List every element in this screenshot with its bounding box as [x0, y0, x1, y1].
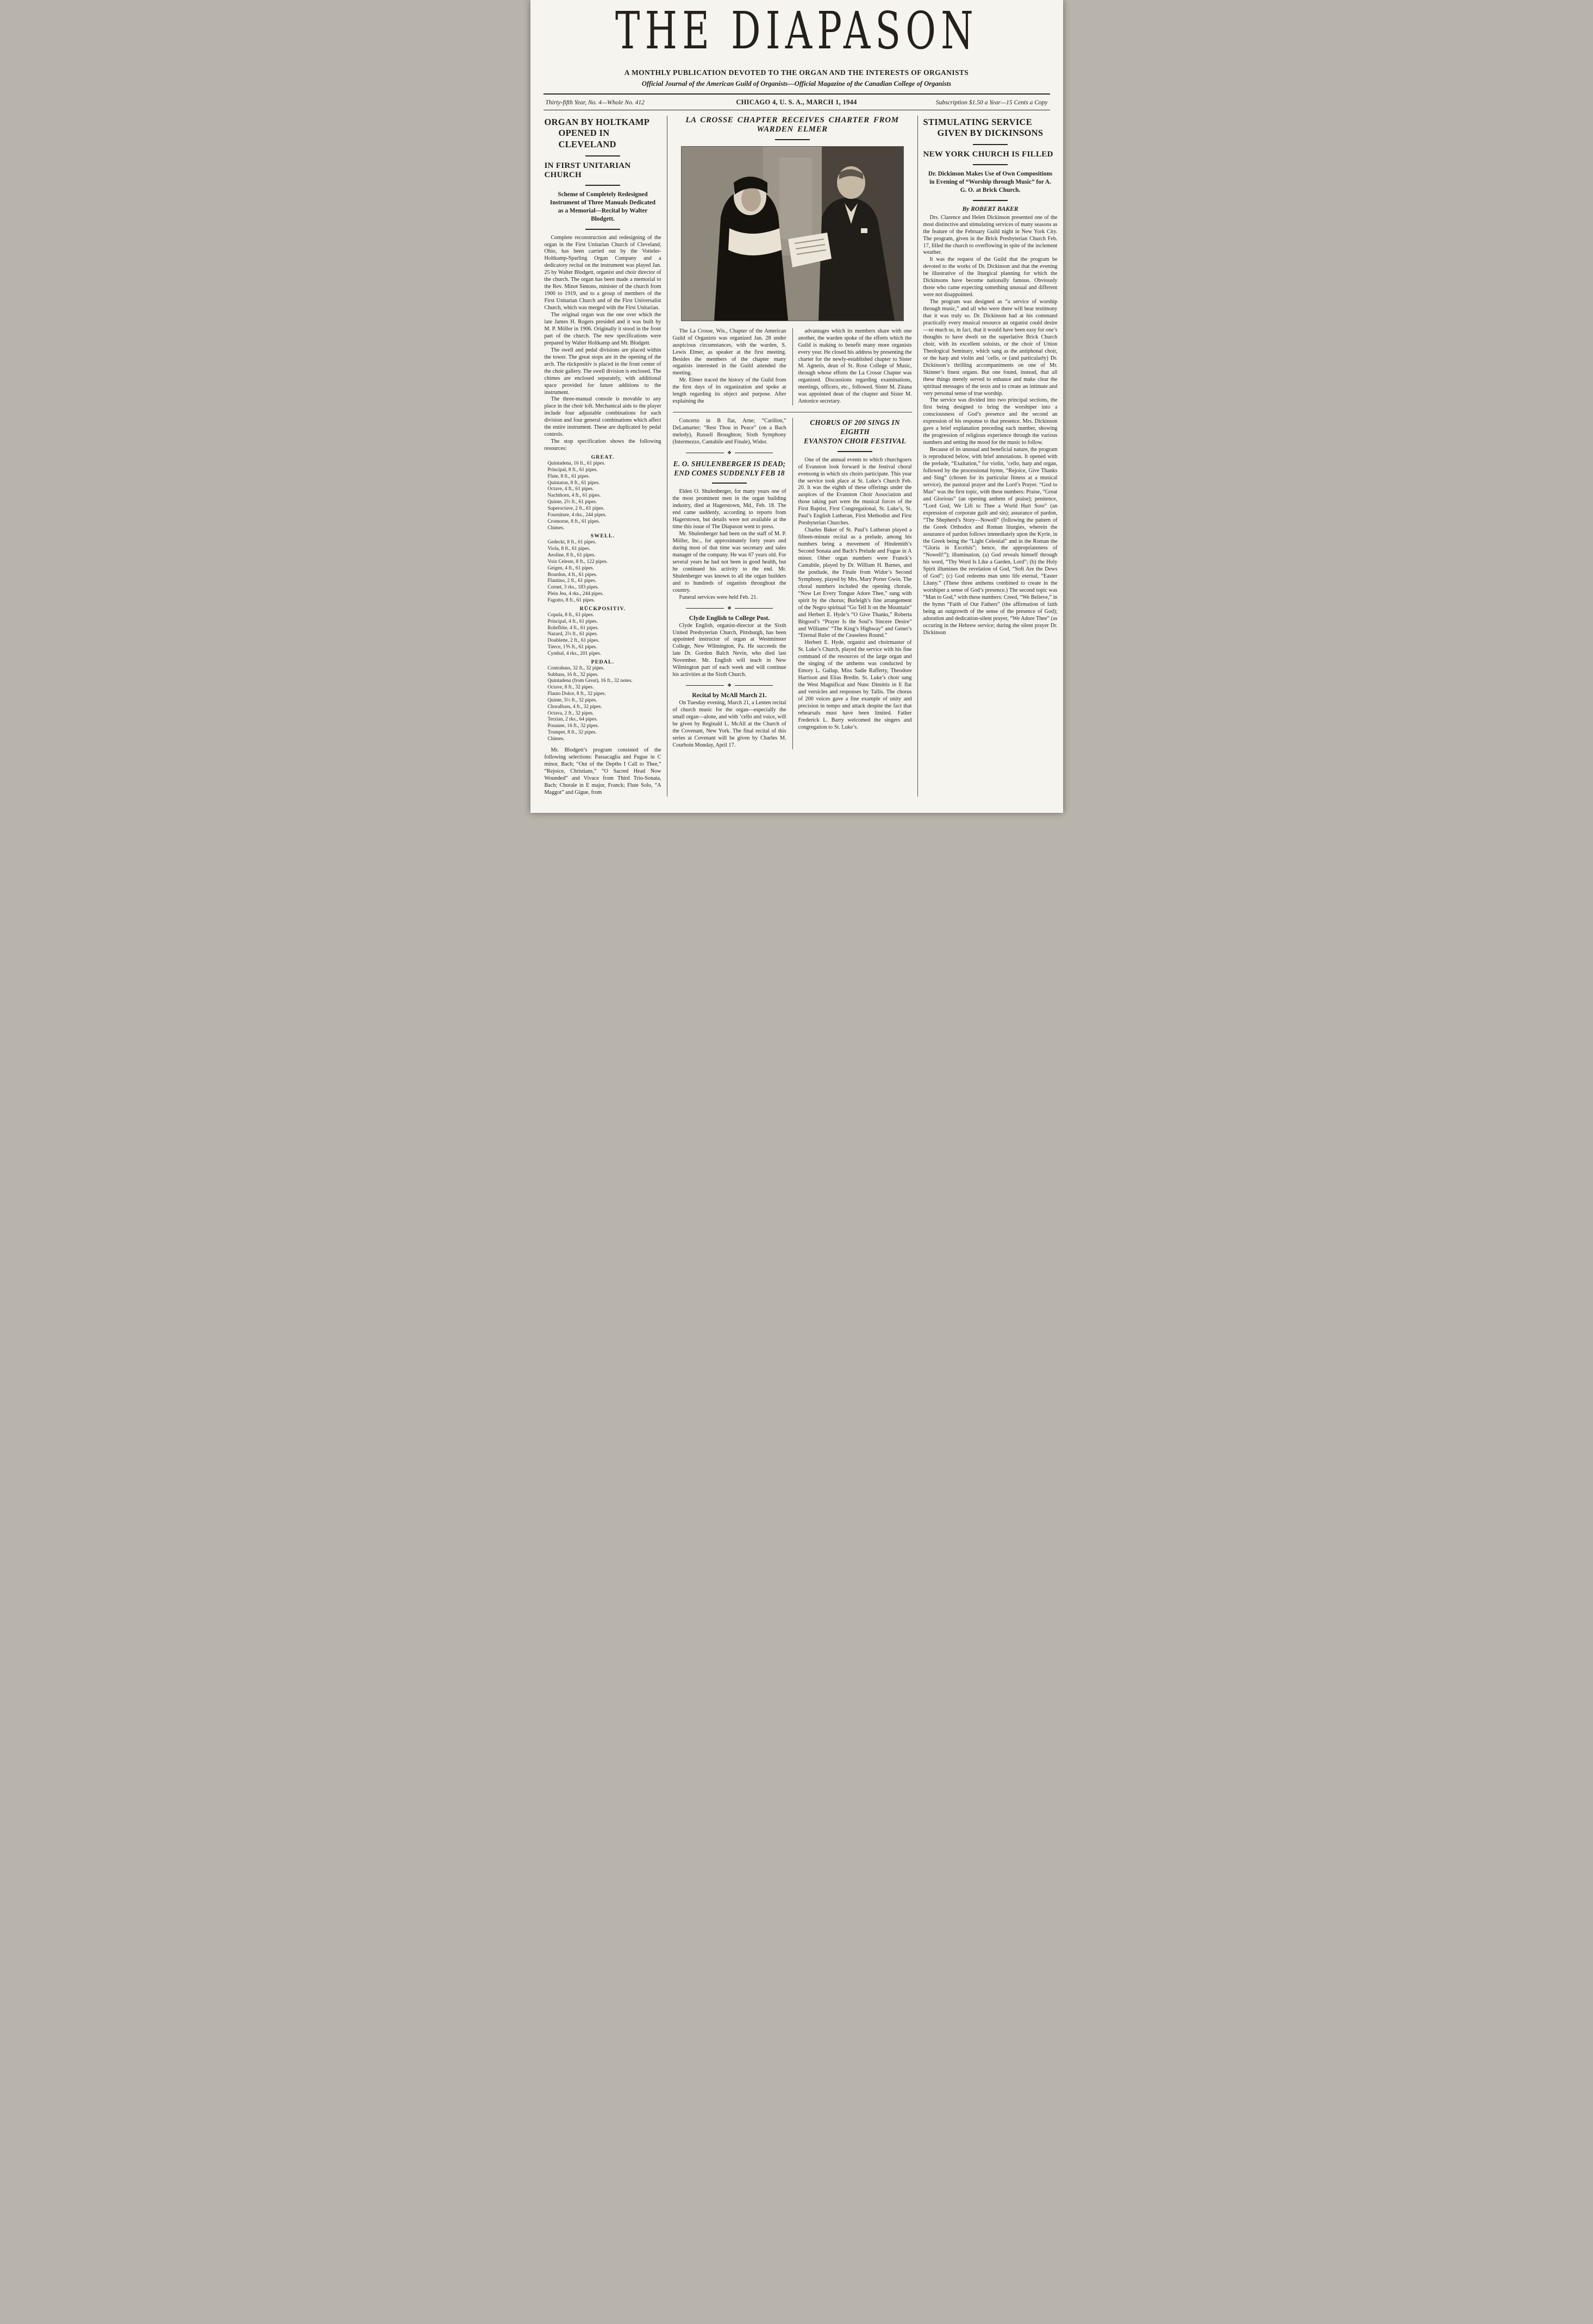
paragraph: The stop specification shows the following resources: [544, 439, 661, 452]
stop-item: Nachthorn, 4 ft., 61 pipes. [547, 493, 601, 499]
newspaper-page [530, 0, 1063, 813]
headline-divider [585, 155, 620, 156]
stop-item: Chimes. [547, 525, 565, 531]
byline: By ROBERT BAKER [962, 205, 1019, 212]
article-holtkamp-organ [544, 116, 667, 797]
paragraph: Mr. Elmer traced the history of the Guild from the first days of its organization and spoke at length regarding its object and purpose. After explaining the [672, 377, 786, 405]
article-deck: Scheme of Completely Redesigned Instrument of Three Manuals Dedicated as a Memorial—Recital by Walter Blodgett. [549, 191, 656, 223]
paragraph: Elden O. Shulenberger, for many years one of the most prominent men in the organ building industry, died at Hagerstown, Md., Feb. 18. The end came suddenly, according to reports from Hagerstown, but details were not available at the time this issue of The Diapason went to press. [672, 488, 786, 530]
diamond-ornament-icon: ❖ [727, 449, 732, 455]
stop-item: Quinte, 2⅔ ft., 61 pipes. [547, 499, 597, 505]
stop-item: Quintadena, 16 ft., 61 pipes. [547, 461, 605, 467]
article-subhead: IN FIRST UNITARIAN CHURCH [544, 161, 631, 179]
article-closing-paragraphs [545, 747, 661, 797]
paragraph: Mr. Shulenberger had been on the staff of M. P. Möller, Inc., for approximately forty years and during most of that time was secretary and sales manager of the company. He was 67 years old. For several years he had not been in good health, but he continued his activity to the end. Mr. Shulenberger was known to all the organ builders and to hundreds of organists throughout the country. [672, 531, 786, 593]
la-crosse-col-a [673, 328, 786, 405]
paragraph: Because of its unusual and beneficial nature, the program is reproduced below, with brief annotations. It opened with the prelude, “Exaltation,” for violin, ’cello, harp and organ, followed by the processional hymn, “Rejoice, Give Thanks and Sing” (chosen for its particular fitness at a musical service), the pastoral prayer and the Lord’s Prayer. “God to Man” was the first topic, with these numbers: Praise, “Great and Glorious” (an opening anthem of praise); penitence, “Lord God, We Lift to Thee a World Hurt Sore” (an expression of corporate guilt and sin); assurance of pardon, “The Shepherd’s Story—Nowell” (following the pattern of the Greek Orthodox and Roman liturgies, wherein the assurance of pardon follows immediately upon the Kyrie, in the Greek being the “Light Celestial” and in the Roman the “Gloria in Excelsis”; hence, the appropriateness of “Nowell!”); illumination, (a) God reveals himself through his word, “Thy Word Is Like a Garden, Lord”; (b) the Holy Spirit illumines the revelation of God, “Soft Are the Dews of God”; (c) God redeems man unto life eternal, “Easter Litany.” (These three anthems combined to create in the worshiper a sense of God’s presence.) The second topic was “Man to God,” with these numbers: Creed, “We Believe,” in the hymn “Faith of Our Fathers” (the affirmation of faith being an outgrowth of the sense of the presence of God); adoration and dedication-silent prayer, “We Adore Thee” (as occuring in the Hebrew service; during the silent prayer Dr. Dickinson [923, 447, 1058, 636]
headline-line1: STIMULATING SERVICE [923, 116, 1033, 127]
paragraph: Charles Baker of St. Paul’s Lutheran played a fifteen-minute recital as a prelude, among his numbers being a movement of Hindemith’s Second Sonata and Bach’s Prelude and Fugue in A minor. Other organ numbers were Franck’s Cantabile, played by Dr. William H. Barnes, and the postlude, the Finale from Widor’s Second Symphony, played by Mrs. Mary Porter Gwin. The choral numbers included the opening chorale, “Now Let Every Tongue Adore Thee,” sung with spirit by the chorus; Burleigh’s fine arrangement of the Negro spiritual “Go Tell It on the Mountain” and Herbert E. Hyde’s “O Give Thanks,” Roberta Bitgood’s “Prayer Is the Soul’s Sincere Desire” and Williams’ “The King’s Highway” and Genet’s “Eternal Ruler of the Ceaseless Round.” [798, 527, 912, 639]
stop-item: Principal, 4 ft., 61 pipes. [547, 618, 598, 624]
stop-item: Octave, 4 ft., 61 pipes. [547, 486, 594, 492]
stop-item: Chimes. [547, 736, 565, 742]
article-headline [545, 117, 661, 151]
shulenberger-paragraphs [673, 488, 786, 601]
ornament-line [686, 685, 724, 686]
photo-la-crosse-charter-presentation [682, 147, 903, 321]
headline-divider [775, 139, 810, 140]
headline-line1: CHORUS OF 200 SINGS IN EIGHTH [810, 418, 900, 436]
stop-item: Quintaton, 8 ft., 61 pipes. [547, 480, 600, 486]
dateline [544, 95, 1050, 110]
paragraph: The service was divided into two principal sections, the first being designed to bring the worshiper into a consciousness of God’s presence and the second an expression of his response to that presence. Mrs. Dickinson gave a brief explanation preceding each number, showing the progression of religious experience through the various numbers and setting the mood for the music to follow. [923, 397, 1058, 446]
paragraph: advantages which its members share with one another, the warden spoke of the efforts which the Guild is making to benefit many more organists every year. He closed his address by presenting the charter for the newly-established chapter to Sister M. Agnetis, dean of St. Rose College of Music, through whose efforts the La Crosse Chapter was organized. Discussions regarding examinations, meetings, officers, etc., followed. Sister M. Zitana was appointed dean of the chapter and Sister M. Antonice secretary. [798, 328, 912, 405]
paragraph: The La Crosse, Wis., Chapter of the American Guild of Organists was organized Jan. 28 under auspicious circumstances, with the warden, S. Lewis Elmer, as speaker at the first meeting. Besides the members of the chapter many organists interested in the Guild attended the meeting. [672, 328, 786, 377]
stoplist-pedal [545, 666, 661, 743]
english-paragraphs [673, 623, 786, 679]
stop-item: Cromorne, 8 ft., 61 pipes. [547, 518, 600, 524]
stop-item: Quintadena (from Great), 16 ft., 32 notes. [547, 678, 633, 684]
paragraph: Herbert E. Hyde, organist and choirmaster of St. Luke’s Church, played the service with his fine command of the resources of the large organ and the singing of the anthems was conducted by Emory L. Gallup, Miss Sadie Rafferty, Theodore Harrison and Elias Bredin. St. Luke’s choir sang the West Magnificat and Nunc Dimittis in E flat and versicles and responses by Tallis. The chorus of 200 voices gave a fine example of unity and precision in tempo and attack despite the fact that rehearsals must have been limited. Father Frederick L. Barry welcomed the singers and congregation to St. Luke’s. [798, 640, 912, 730]
headline-divider [712, 483, 747, 484]
english-article-heading: Clyde English to College Post. [689, 614, 770, 622]
stop-item: Posaune, 16 ft., 32 pipes. [547, 723, 599, 729]
stop-item: Quinte, 5⅓ ft., 32 pipes. [547, 697, 597, 703]
program-continuation [673, 418, 786, 446]
headline-line1: ORGAN BY HOLTKAMP [544, 116, 650, 127]
stop-item: Trumpet, 8 ft., 32 pipes. [547, 730, 597, 736]
masthead-subtitle2: Official Journal of the American Guild of Organists—Official Magazine of the Canadian College of Organists [641, 79, 952, 87]
headline-divider [973, 164, 1008, 165]
page-title: THE DIAPASON [615, 1, 978, 61]
masthead [544, 1, 1050, 88]
article-headline [923, 117, 1058, 139]
paragraph: The swell and pedal divisions are placed within the tower. The great stops are in the opening of the arch. The rückpositiv is placed in the front center of the choir gallery. The swell division is enclosed. The chimes are enclosed separately, with additional space provided for future additions to the instrument. [544, 347, 661, 396]
article-deck: Dr. Dickinson Makes Use of Own Compositions in Evening of “Worship through Music” for A. G. O. at Brick Church. [928, 170, 1053, 194]
paragraph: Clyde English, organist-director at the Sixth United Presbyterian Church, Pittsburgh, has been appointed instructor of organ at Westminster College, New Wilmington, Pa. He succeeds the late Dr. Gordon Balch Nevin, who died last November. Mr. English will teach in New Wilmington part of each week and will continue his activities at the Sixth Church. [672, 622, 786, 678]
article-paragraphs [923, 215, 1058, 637]
stoplist-pedal-label: PEDAL. [591, 659, 615, 665]
ornament-divider [673, 606, 786, 611]
stop-item: Aeoline, 8 ft., 61 pipes. [547, 553, 596, 559]
mcall-paragraphs [673, 700, 786, 749]
article-paragraphs [545, 235, 661, 453]
paragraph: On Tuesday evening, March 21, a Lenten recital of church music for the organ—especially the small organ—alone, and with ’cello and voice, will be given by Reginald L. McAll at the Church of the Covenant, New York. The final recital of this series at Covenant will be given by Charles M. Courboin Monday, April 17. [672, 700, 786, 748]
stop-item: Fagotto, 8 ft., 61 pipes. [547, 597, 595, 603]
stop-item: Viola, 8 ft., 61 pipes. [547, 546, 591, 552]
evanston-festival-headline [798, 418, 912, 446]
stop-item: Plein Jeu, 4 rks., 244 pipes. [547, 591, 604, 597]
stop-item: Bourdon, 4 ft., 61 pipes. [547, 572, 597, 578]
stop-item: Flute, 8 ft., 61 pipes. [547, 473, 590, 479]
page-body [544, 115, 1058, 797]
la-crosse-col-b [798, 328, 912, 405]
headline-divider [973, 200, 1008, 201]
headline-line2: OPENED IN CLEVELAND [558, 128, 616, 149]
headline-divider [585, 185, 620, 186]
stop-item: Superoctave, 2 ft., 61 pipes. [547, 506, 605, 512]
stop-item: Nazard, 2⅔ ft., 61 pipes. [547, 631, 598, 637]
stop-item: Contrabass, 32 ft., 32 pipes. [547, 665, 605, 671]
issue-number: Thirty-fifth Year, No. 4—Whole No. 412 [545, 99, 645, 106]
headline-line1: E. O. SHULENBERGER IS DEAD; [673, 459, 786, 468]
stop-item: Copula, 8 ft., 61 pipes. [547, 612, 594, 618]
headline-line2: GIVEN BY DICKINSONS [937, 128, 1044, 139]
stoplist-great-label: GREAT. [591, 454, 615, 461]
headline-line2: END COMES SUDDENLY FEB 18 [674, 469, 785, 478]
headline-divider [585, 229, 620, 230]
stoplist-great [545, 461, 661, 531]
center-lower-left [673, 418, 786, 749]
paragraph: One of the annual events to which churchgoers of Evanston look forward is the festival choral evensong in which six choirs participate. This year the service took place at St. Luke’s Church Feb. 20. It was the eighth of these offerings under the auspices of the Evanston Choir Association and those taking part were the musical forces of the First Baptist, First Congregational, St. Luke’s, St. Paul’s English Lutheran, First Methodist and First Presbyterian Churches. [798, 456, 912, 527]
stop-item: Choralbass, 4 ft., 32 pipes. [547, 704, 602, 710]
stop-item: Gedeckt, 8 ft., 61 pipes. [547, 540, 597, 546]
subscription-price: Subscription $1.50 a Year—15 Cents a Copy [935, 99, 1048, 106]
masthead-subtitle: A MONTHLY PUBLICATION DEVOTED TO THE ORGAN AND THE INTERESTS OF ORGANISTS [624, 68, 969, 77]
stop-item: Geigen, 4 ft., 61 pipes. [547, 565, 594, 571]
stop-item: Flauto Dolce, 8 ft., 32 pipes. [547, 691, 606, 697]
shulenberger-headline [673, 459, 786, 478]
stop-item: Cymbal, 4 rks., 201 pipes. [547, 650, 601, 656]
ornament-line [735, 608, 773, 609]
paragraph: Drs. Clarence and Helen Dickinson presented one of the most distinctive and stimulating services of many seasons as the feature of the February Guild night in New York City. The program, given in the Brick Presbyterian Church Feb. 17, filled the church to overflowing in spite of the inclement weather. [923, 214, 1058, 256]
ornament-divider [673, 450, 786, 455]
headline-divider [973, 144, 1008, 145]
headline-divider [838, 451, 872, 452]
stoplist-ruckpositiv-label: RÜCKPOSITIV. [579, 605, 626, 612]
paragraph: The three-manual console is movable to any place in the choir loft. Mechanical aids to the player include four adjustable combinations for each division and four general combinations which affect the entire instrument. These are duplicated by pedal controls. [544, 396, 661, 438]
stop-item: Doublette, 2 ft., 61 pipes. [547, 638, 599, 644]
stoplist-swell-label: SWELL. [590, 533, 615, 540]
la-crosse-story-columns [673, 328, 912, 405]
paragraph: The program was designed as “a service of worship through music,” and all who were there will bear testimony that it was truly so. Dr. Dickinson had at his command practically every musical resource an organist could desire—so much so, in fact, that it would have been easy for one’s thoughts to have dwelt on the superlative Brick Church choir, with its excellent soloists, or the choir of Union Theological Seminary, which sang as the antiphonal choir, or the harp and violin and ’cello, or (and particularly) Dr. Dickinson’s thrilling accompaniments on one of Mr. Skinner’s finest organs. But one found, instead, that all these things merely served to enhance and make clear the spiritual messages of the texts and to create an intimate and very personal sense of true worship. [923, 299, 1058, 397]
paragraph: Funeral services were held Feb. 21. [679, 594, 758, 600]
stop-item: Terzian, 2 rks., 64 pipes. [547, 717, 598, 723]
center-section [667, 116, 917, 797]
stop-item: Voix Celeste, 8 ft., 122 pipes. [547, 559, 608, 565]
stop-item: Cornet, 3 rks., 183 pipes. [547, 585, 599, 591]
paragraph: Mr. Blodgett’s program consisted of the following selections: Passacaglia and Fugue in C minor, Bach; “Out of the Depths I Call to Thee,” “Rejoice, Christians,” “O Sacred Head Now Wounded” and Vivace from Third Trio-Sonata, Bach; Chorale in E major, Franck; Flute Solo, “A Maggot” and Gigue, from [544, 747, 661, 795]
stop-item: Fourniture, 4 rks., 244 pipes. [547, 512, 607, 518]
stop-item: Octava, 2 ft., 32 pipes. [547, 710, 594, 716]
center-lower-right [798, 418, 912, 749]
center-lower-columns [673, 418, 912, 749]
paragraph: It was the request of the Guild that the program be devoted to the works of Dr. Dickinson and that the evening be illustrative of the liturgical planning for which the Dickinsons have become nationally famous. Obviously those who came expecting something unusual and different were not disappointed. [923, 256, 1058, 298]
stop-item: Octave, 8 ft., 32 pipes. [547, 685, 594, 691]
photo-illustration [682, 147, 903, 321]
stoplist-swell [545, 540, 661, 604]
diamond-ornament-icon: ❖ [727, 682, 732, 688]
paragraph: The original organ was the one over which the late James H. Rogers presided and it was built by M. P. Möller in 1906. Originally it stood in the front part of the church. The new specifications were prepared by Walter Holtkamp and Mr. Blodgett. [544, 312, 661, 346]
mcall-article-heading: Recital by McAll March 21. [692, 692, 767, 699]
article-dickinson-service [917, 116, 1059, 797]
stop-item: Tierce, 1⅗ ft., 61 pipes. [547, 644, 597, 650]
article-subhead: NEW YORK CHURCH IS FILLED [923, 149, 1053, 159]
stop-item: Rohrflöte, 4 ft., 61 pipes. [547, 625, 599, 631]
ornament-line [686, 608, 724, 609]
diamond-ornament-icon: ❖ [727, 605, 732, 611]
stop-item: Principal, 8 ft., 61 pipes. [547, 467, 598, 473]
paragraph: Concerto in B flat, Arne; “Carillon,” DeLamarter; “Rest Thou in Peace” (on a Bach melody), Russell Broughton; Sixth Symphony (Intermezzo, Cantabile and Finale), Widor. [672, 418, 786, 446]
stoplist-ruckpositiv [545, 612, 661, 657]
paragraph: Complete reconstruction and redesigning of the organ in the First Unitarian Church of Cleveland, Ohio, has been carried out by the Votteler-Holtkamp-Sparling Organ Company and a dedicatory recital on the instrument was played Jan. 25 by Walter Blodgett, organist and choir director of the church. The organ has been made a memorial to the Rev. Minot Simons, minister of the church from 1900 to 1919, and to a group of members of the First Unitarian Church and of the First Universalist Church, which was merged with the First Unitarian. [544, 234, 661, 311]
dateline-city-date: CHICAGO 4, U. S. A., MARCH 1, 1944 [736, 98, 857, 106]
photo-story-headline: LA CROSSE CHAPTER RECEIVES CHARTER FROM WARDEN ELMER [685, 115, 899, 134]
ornament-divider [673, 683, 786, 688]
ornament-line [735, 685, 773, 686]
stop-item: Subbass, 16 ft., 32 pipes. [547, 672, 599, 678]
evanston-paragraphs [798, 457, 912, 731]
headline-line2: EVANSTON CHOIR FESTIVAL [804, 437, 906, 446]
stop-item: Flautino, 2 ft., 61 pipes. [547, 578, 597, 584]
